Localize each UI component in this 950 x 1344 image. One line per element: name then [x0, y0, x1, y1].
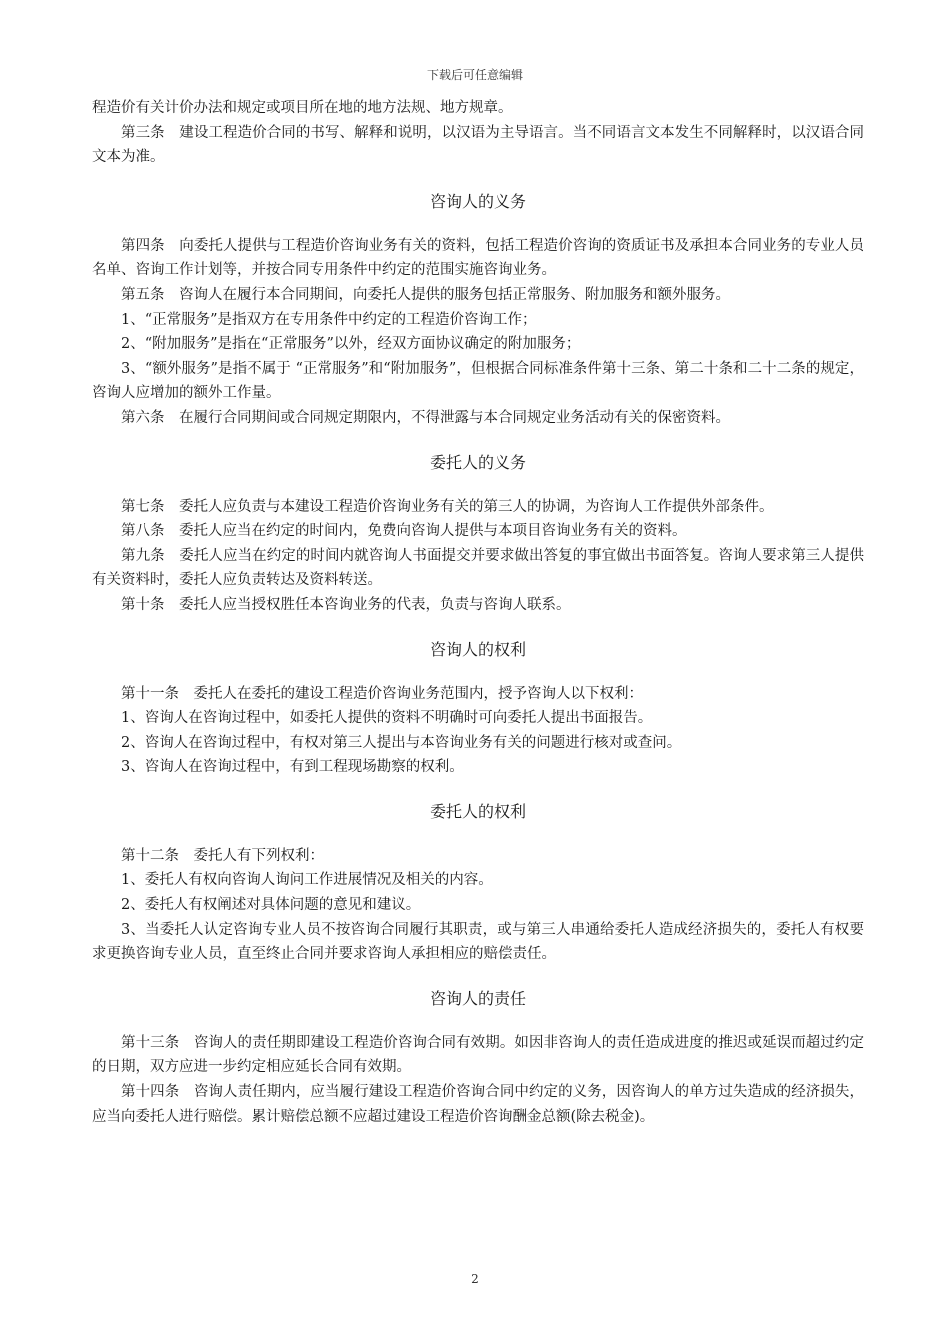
paragraph: 3、当委托人认定咨询专业人员不按咨询合同履行其职责，或与第三人串通给委托人造成经济损失的，委托人有权要求更换咨询专业人员，直至终止合同并要求咨询人承担相应的赔偿责任。 [92, 921, 864, 963]
paragraph: 1、委托人有权向咨询人询问工作进展情况及相关的内容。 [121, 872, 493, 889]
section-heading: 咨询人的权利 [429, 639, 526, 659]
paragraph: 1、咨询人在咨询过程中，如委托人提供的资料不明确时可向委托人提出书面报告。 [121, 710, 653, 727]
paragraph: 第十四条 咨询人责任期内，应当履行建设工程造价咨询合同中约定的义务，因咨询人的单方过失造成的经济损失，应当向委托人进行赔偿。累计赔偿总额不应超过建设工程造价咨询酬金总额(除去税金)。 [92, 1084, 864, 1125]
paragraph: 3、咨询人在咨询过程中，有到工程现场勘察的权利。 [121, 759, 464, 776]
paragraph: 程造价有关计价办法和规定或项目所在地的地方法规、地方规章。 [92, 100, 513, 116]
document-body [92, 96, 864, 1129]
page-header: 下载后可任意编辑 [426, 68, 523, 82]
section-heading: 咨询人的义务 [429, 191, 526, 211]
paragraph: 2、“附加服务”是指在“正常服务”以外，经双方面协议确定的附加服务； [121, 336, 581, 353]
paragraph: 第四条 向委托人提供与工程造价咨询业务有关的资料，包括工程造价咨询的资质证书及承担本合同业务的专业人员名单、咨询工作计划等，并按合同专用条件中约定的范围实施咨询业务。 [92, 237, 864, 279]
paragraph: 第九条 委托人应当在约定的时间内就咨询人书面提交并要求做出答复的事宜做出书面答复。咨询人要求第三人提供有关资料时，委托人应负责转达及资料转送。 [92, 547, 864, 589]
paragraph: 第六条 在履行合同期间或合同规定期限内，不得泄露与本合同规定业务活动有关的保密资料。 [121, 409, 730, 426]
paragraph: 第十三条 咨询人的责任期即建设工程造价咨询合同有效期。如因非咨询人的责任造成进度的推迟或延误而超过约定的日期，双方应进一步约定相应延长合同有效期。 [92, 1034, 864, 1076]
section-heading: 委托人的权利 [429, 801, 526, 821]
section-heading: 咨询人的责任 [429, 988, 526, 1008]
paragraph: 2、委托人有权阐述对具体问题的意见和建议。 [121, 897, 421, 914]
paragraph: 第七条 委托人应负责与本建设工程造价咨询业务有关的第三人的协调，为咨询人工作提供外部条件。 [121, 498, 774, 515]
paragraph: 第五条 咨询人在履行本合同期间，向委托人提供的服务包括正常服务、附加服务和额外服务。 [121, 286, 730, 303]
paragraph: 1、“正常服务”是指双方在专用条件中约定的工程造价咨询工作； [121, 311, 537, 328]
paragraph: 第八条 委托人应当在约定的时间内，免费向咨询人提供与本项目咨询业务有关的资料。 [121, 523, 687, 540]
paragraph: 3、“额外服务”是指不属于 “正常服务”和“附加服务”，但根据合同标准条件第十三条、第二十条和二十二条的规定，咨询人应增加的额外工作量。 [92, 360, 864, 402]
section-heading: 委托人的义务 [429, 452, 526, 472]
paragraph: 第十条 委托人应当授权胜任本咨询业务的代表，负责与咨询人联系。 [121, 596, 571, 613]
paragraph: 2、咨询人在咨询过程中，有权对第三人提出与本咨询业务有关的问题进行核对或查问。 [121, 734, 682, 751]
page-number: 2 [471, 1272, 479, 1286]
paragraph: 第三条 建设工程造价合同的书写、解释和说明，以汉语为主导语言。当不同语言文本发生不同解释时，以汉语合同文本为准。 [92, 124, 864, 166]
paragraph: 第十二条 委托人有下列权利： [121, 847, 324, 864]
paragraph: 第十一条 委托人在委托的建设工程造价咨询业务范围内，授予咨询人以下权利： [121, 685, 643, 702]
